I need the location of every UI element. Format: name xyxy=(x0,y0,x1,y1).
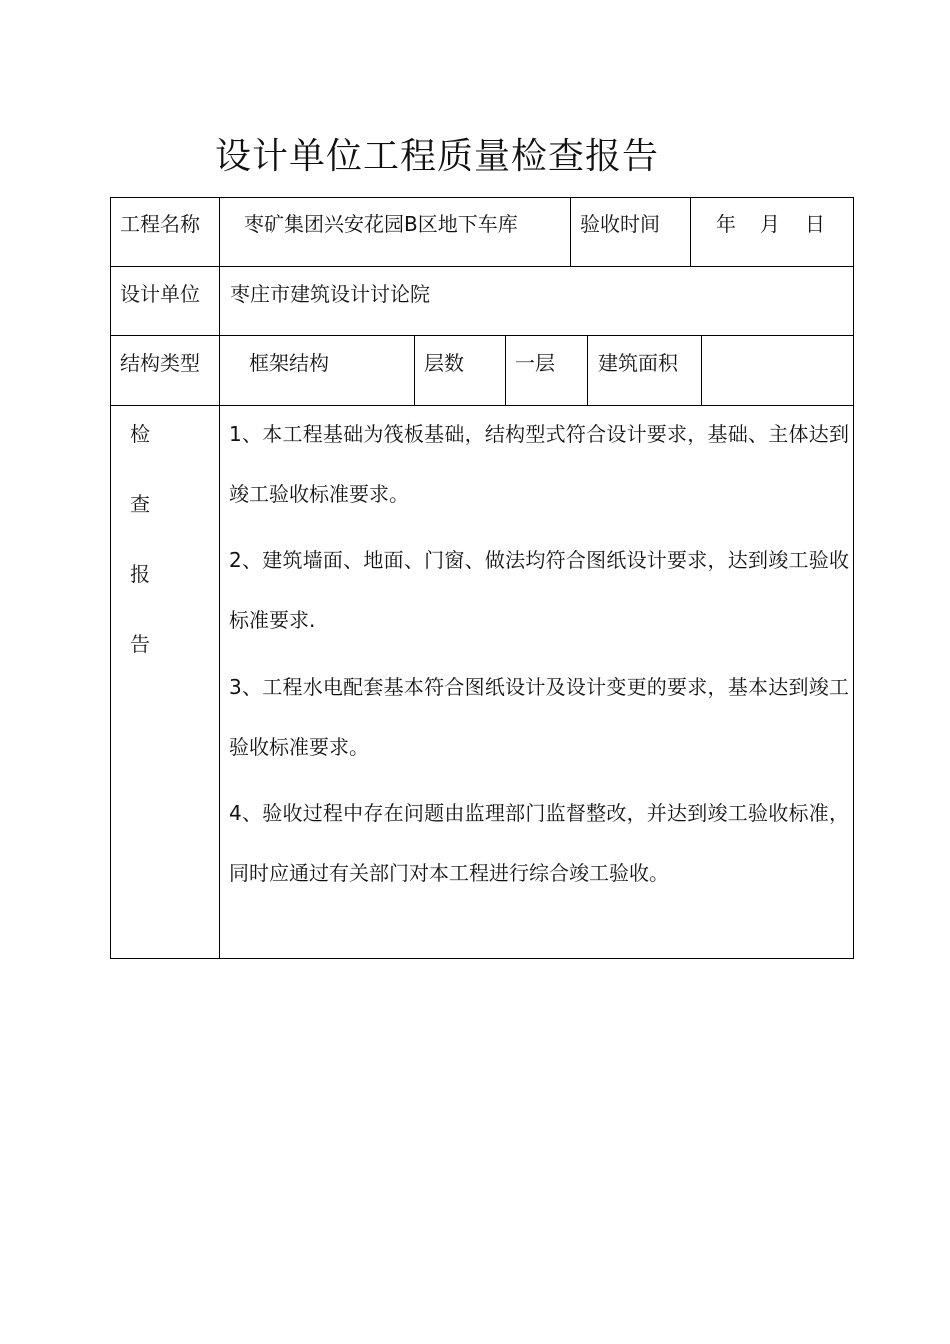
row-divider xyxy=(110,266,854,267)
report-paragraph: 3、工程水电配套基本符合图纸设计及设计变更的要求，基本达到竣工验收标准要求。 xyxy=(229,675,849,759)
column-divider xyxy=(505,335,506,405)
structure-type-value: 框架结构 xyxy=(249,351,329,375)
report-label-char: 报 xyxy=(130,562,150,586)
report-label-char: 查 xyxy=(130,492,150,516)
report-label-char: 检 xyxy=(130,422,150,446)
column-divider xyxy=(690,197,691,266)
report-paragraph: 1、本工程基础为筏板基础，结构型式符合设计要求，基础、主体达到竣工验收标准要求。 xyxy=(229,422,849,506)
column-divider xyxy=(219,197,220,959)
column-divider xyxy=(701,335,702,405)
building-area-label: 建筑面积 xyxy=(598,351,678,375)
structure-type-label: 结构类型 xyxy=(120,351,200,375)
date-day: 日 xyxy=(805,212,825,236)
report-label-char: 告 xyxy=(130,632,150,656)
column-divider xyxy=(570,197,571,266)
project-name-label: 工程名称 xyxy=(120,212,200,236)
project-name-value: 枣矿集团兴安花园B区地下车库 xyxy=(244,212,518,236)
acceptance-time-label: 验收时间 xyxy=(580,212,660,236)
page-title: 设计单位工程质量检查报告 xyxy=(215,136,660,177)
date-month: 月 xyxy=(760,212,780,236)
date-year: 年 xyxy=(716,212,736,236)
design-unit-value: 枣庄市建筑设计讨论院 xyxy=(230,282,430,306)
report-paragraph: 2、建筑墙面、地面、门窗、做法均符合图纸设计要求，达到竣工验收标准要求. xyxy=(229,548,849,632)
column-divider xyxy=(414,335,415,405)
design-unit-label: 设计单位 xyxy=(120,282,200,306)
floors-label: 层数 xyxy=(424,351,464,375)
row-divider xyxy=(110,335,854,336)
report-paragraph: 4、验收过程中存在问题由监理部门监督整改，并达到竣工验收标准，同时应通过有关部门对本工程进行综合竣工验收。 xyxy=(229,801,849,885)
floors-value: 一层 xyxy=(515,351,555,375)
column-divider xyxy=(587,335,588,405)
